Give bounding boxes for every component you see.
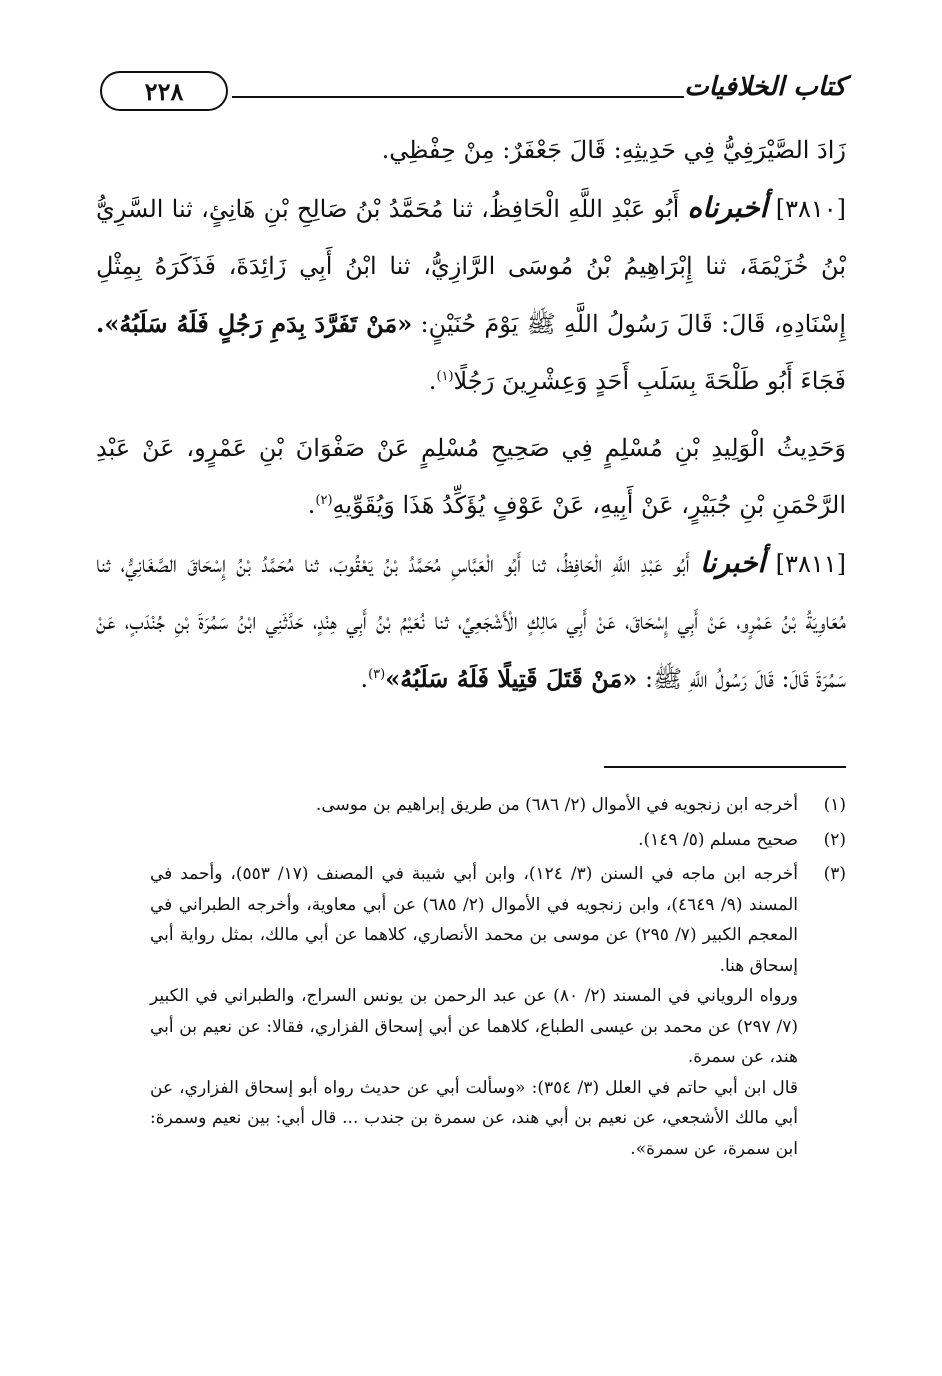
footnote-ref-2[interactable]: (٢) (315, 493, 333, 508)
narration-keyword: أخبرنا (700, 546, 766, 579)
footnote-2 (150, 825, 846, 856)
footnote-3 (150, 859, 846, 1164)
paragraph-3: وَحَدِيثُ الْوَلِيدِ بْنِ مُسْلِمٍ فِي صَحِيحِ مُسْلِمٍ عَنْ صَفْوَانَ بْنِ عَمْرٍو، عَنْ عَبْدِ الرَّحْمَنِ بْنِ جُبَيْرٍ، عَنْ أَبِيهِ، عَنْ عَوْفٍ يُؤَكِّدُ هَذَا وَيُقَوِّيهِ$^{(٢)}$. (96, 434, 846, 519)
footnote-separator (604, 766, 846, 768)
footnote-ref-1[interactable]: (١) (436, 369, 454, 384)
hadith-3810: [٣٨١٠] أخبرناه أَبُو عَبْدِ اللَّهِ الْحَافِظُ، ثنا مُحَمَّدُ بْنُ صَالِحِ بْنِ هَانِئٍ، ثنا السَّرِيُّ بْنُ خُزَيْمَةَ، ثنا إِبْرَاهِيمُ بْنُ مُوسَى الرَّازِيُّ، ثنا ابْنُ أَبِي زَائِدَةَ، فَذَكَرَهُ بِمِثْلِ إِسْنَادِهِ، قَالَ: قَالَ رَسُولُ اللَّهِ ﷺ يَوْمَ حُنَيْنٍ: «مَنْ تَفَرَّدَ بِدَمِ رَجُلٍ فَلَهُ سَلَبُهُ». فَجَاءَ أَبُو طَلْحَةَ بِسَلَبِ أَحَدٍ وَعِشْرِينَ رَجُلًا$^{(١)}$. (96, 191, 846, 395)
footnote-1 (150, 790, 846, 821)
prophetic-quote: «مَنْ قَتَلَ قَتِيلًا فَلَهُ سَلَبُهُ» (385, 664, 638, 693)
hadith-number: [٣٨١١] (775, 550, 846, 578)
footnote-number: (٣) (823, 864, 846, 884)
footnote-text-continued: ورواه الروياني في المسند (٢/ ٨٠) عن عبد الرحمن بن يونس السراج، والطبراني في الكبير (٧/ ٢٩٧) عن محمد بن عيسى الطباع، كلاهما عن أبي إسحاق الفزاري، فقالا: عن نعيم بن أبي هند، عن سمرة. (150, 986, 798, 1067)
footnote-number: (١) (823, 795, 846, 815)
footnote-text: صحيح مسلم (٥/ ١٤٩). (638, 829, 798, 850)
running-header-title: كتاب الخلافيات (684, 72, 846, 102)
footnote-number: (٢) (823, 829, 846, 850)
footnote-text: أخرجه ابن ماجه في السنن (٣/ ١٢٤)، وابن أبي شيبة في المصنف (١٧/ ٥٥٣)، وأحمد في المسند (٩/ ٤٦٤٩)، وابن زنجويه في الأموال (٢/ ٦٨٥) عن أبي معاوية، وأخرجه الطبراني في المعجم الكبير (٧/ ٢٩٥) عن موسى بن محمد الأنصاري، كلاهما عن أبي مالك، بمثل رواية أبي إسحاق هنا. (150, 864, 798, 976)
footnote-text-quote: قال ابن أبي حاتم في العلل (٣/ ٣٥٤): «وسألت أبي عن حديث رواه أبو إسحاق الفزاري، عن أبي مالك الأشجعي، عن نعيم بن أبي هند، عن سمرة بن جندب ... قال أبي: بين نعيم وسمرة: ابن سمرة، عن سمرة». (150, 1077, 798, 1159)
paragraph-text: وَحَدِيثُ الْوَلِيدِ بْنِ مُسْلِمٍ فِي صَحِيحِ مُسْلِمٍ عَنْ صَفْوَانَ بْنِ عَمْرٍو، عَنْ عَبْدِ الرَّحْمَنِ بْنِ جُبَيْرٍ، عَنْ أَبِيهِ، عَنْ عَوْفٍ يُؤَكِّدُ هَذَا وَيُقَوِّيهِ (96, 434, 846, 519)
hadith-3811: [٣٨١١] أخبرنا أَبُو عَبْدِ اللَّهِ الْحَافِظُ، ثنا أَبُو الْعَبَّاسِ مُحَمَّدُ بْنُ يَعْقُوبَ، ثنا مُحَمَّدُ بْنُ إِسْحَاقَ الصَّغَانِيُّ، ثنا مُعَاوِيَةُ بْنُ عَمْرٍو، عَنْ أَبِي إِسْحَاقَ، عَنْ أَبِي مَالِكٍ الْأَشْجَعِيِّ، ثنا نُعَيْمُ بْنُ أَبِي هِنْدٍ، حَدَّثَنِي ابْنُ سَمُرَةَ بْنِ جُنْدَبٍ، عَنْ سَمُرَةَ قَالَ: قَالَ رَسُولُ اللَّهِ ﷺ: «مَنْ قَتَلَ قَتِيلًا فَلَهُ سَلَبُهُ»$^{(٣)}$. (96, 546, 847, 693)
page-number: ٢٢٨ (144, 76, 184, 106)
narration-keyword: أخبرناه (687, 191, 768, 224)
prophetic-quote: «مَنْ تَفَرَّدَ بِدَمِ رَجُلٍ فَلَهُ سَلَبُهُ». (96, 309, 413, 338)
footnote-ref-3[interactable]: (٣) (368, 667, 386, 682)
page-number-badge (100, 71, 228, 111)
hadith-number: [٣٨١٠] (775, 195, 846, 223)
footnotes (150, 790, 846, 1168)
header-rule (232, 96, 684, 98)
hadith-tail: فَجَاءَ أَبُو طَلْحَةَ بِسَلَبِ أَحَدٍ وَعِشْرِينَ رَجُلًا (453, 367, 846, 395)
footnote-text: أخرجه ابن زنجويه في الأموال (٢/ ٦٨٦) من طريق إبراهيم بن موسى. (315, 795, 798, 815)
paragraph-1: زَادَ الصَّيْرَفِيُّ فِي حَدِيثِهِ: قَالَ جَعْفَرٌ: مِنْ حِفْظِي. (381, 136, 846, 164)
main-text (96, 122, 846, 708)
hadith-text: أَبُو عَبْدِ اللَّهِ الْحَافِظُ، ثنا أَبُو الْعَبَّاسِ مُحَمَّدُ بْنُ يَعْقُوبَ، ثنا مُحَمَّدُ بْنُ إِسْحَاقَ الصَّغَانِيُّ، ثنا مُعَاوِيَةُ بْنُ عَمْرٍو، عَنْ أَبِي إِسْحَاقَ، عَنْ أَبِي مَالِكٍ الْأَشْجَعِيِّ، ثنا نُعَيْمُ بْنُ أَبِي هِنْدٍ، حَدَّثَنِي ابْنُ سَمُرَةَ بْنِ جُنْدَبٍ، عَنْ سَمُرَةَ قَالَ: قَالَ رَسُولُ اللَّهِ ﷺ: (96, 550, 847, 693)
hadith-text: أَبُو عَبْدِ اللَّهِ الْحَافِظُ، ثنا مُحَمَّدُ بْنُ صَالِحِ بْنِ هَانِئٍ، ثنا السَّرِيُّ بْنُ خُزَيْمَةَ، ثنا إِبْرَاهِيمُ بْنُ مُوسَى الرَّازِيُّ، ثنا ابْنُ أَبِي زَائِدَةَ، فَذَكَرَهُ بِمِثْلِ إِسْنَادِهِ، قَالَ: قَالَ رَسُولُ اللَّهِ ﷺ يَوْمَ حُنَيْنٍ: (96, 195, 846, 338)
